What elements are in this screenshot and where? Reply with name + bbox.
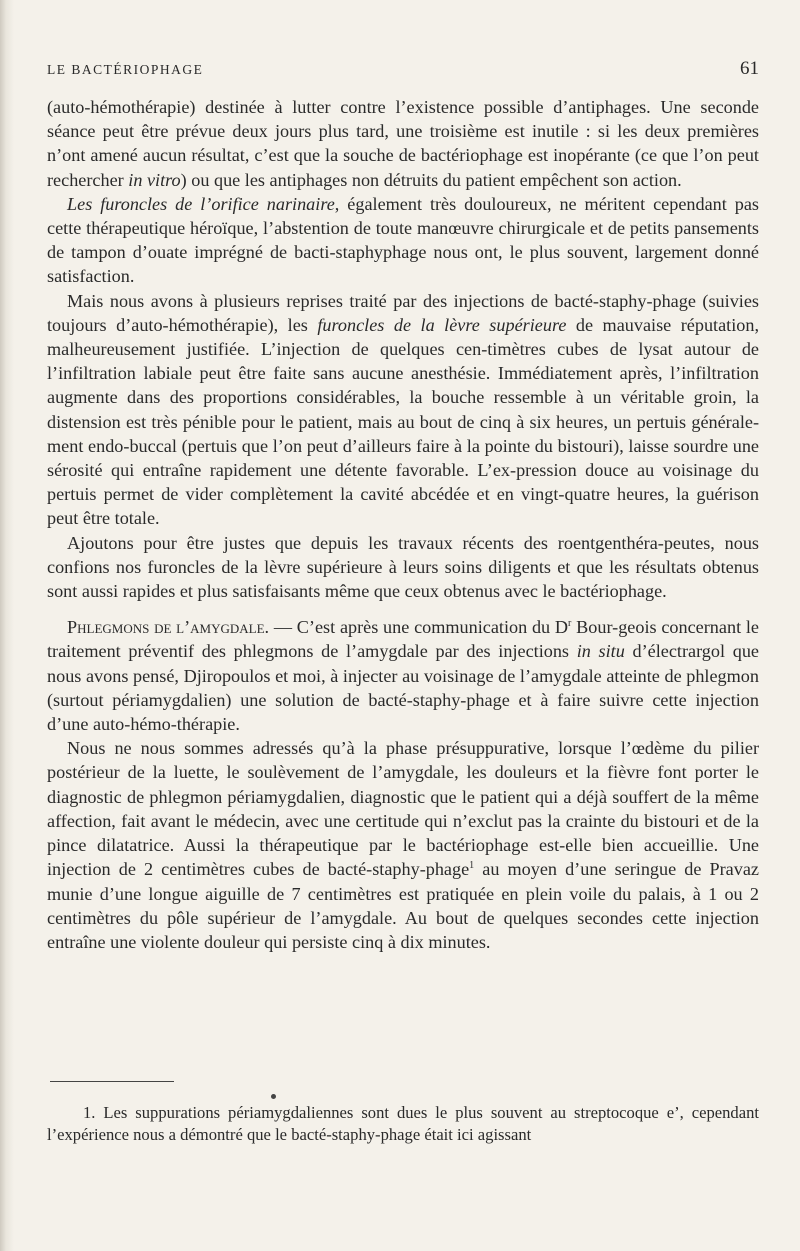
paragraph-6-start: Nous ne nous sommes adressés qu’à la phase présuppurative, lorsque l’œdème du pilier postérieur de la luette, le soulèvement de l’amygdale, les douleurs et la fièvre font porter le diagnostic de phlegmon périamygdalien, diagnostic que le patient qui a déjà souffert de la même affection, fait avant le médecin, avec une certitude qui n’exclut pas la crainte du bistouri et de la pince dilatatrice. Aussi la thérapeutique par le bactériophage est-elle bien accueillie. Une injection de 2 centimètres cubes de bacté-staphy-phage bbox=[47, 738, 759, 880]
paragraph-1-end: ) ou que les antiphages non détruits du patient empêchent son action. bbox=[180, 169, 682, 190]
paragraph-5-mid: Bour-geois concernant le traitement préventif des phlegmons de l’amygdale par des injections bbox=[47, 617, 759, 662]
paragraph-4 bbox=[47, 531, 759, 604]
paragraph-5-italic: in situ bbox=[576, 641, 625, 662]
page-header bbox=[47, 58, 759, 86]
paragraph-6 bbox=[47, 736, 759, 954]
running-head: LE BACTÉRIOPHAGE bbox=[47, 62, 204, 77]
footnote bbox=[47, 1102, 759, 1146]
paragraph-5-sup: r bbox=[568, 618, 572, 630]
footnote-ref-1: 1 bbox=[469, 860, 475, 872]
paragraph-5-end: d’électrargol que nous avons pensé, Djiropoulos et moi, à injecter au voisinage de l’amygdale atteinte de phlegmon (surtout périamygdalien) une solution de bacté-staphy-phage et à faire suivre cette injection d’une auto-hémo-thérapie. bbox=[47, 641, 759, 735]
paragraph-5 bbox=[47, 615, 759, 736]
paragraph-1-italic: in vitro bbox=[128, 169, 181, 190]
paragraph-6-end: au moyen d’une seringue de Pravaz munie d’une longue aiguille de 7 centimètres est pratiquée en plein voile du palais, à 1 ou 2 centimètres du pôle supérieur de l’amygdale. Au bout de quelques secondes cette injection entraîne une violente douleur qui persiste cinq à dix minutes. bbox=[47, 859, 759, 952]
paragraph-2-text: , également très douloureux, ne méritent cependant pas cette thérapeutique héroïque, l’abstention de toute manœuvre chirurgicale et de petits pansements de tampon d’ouate imprégné de bacti-staphyphage nous ont, le plus souvent, largement donné satisfaction. bbox=[47, 193, 759, 287]
paragraph-3-start: Mais nous avons à plusieurs reprises traité par des injections de bacté-staphy-phage (suivies toujours d’auto-hémothérapie), les bbox=[47, 290, 759, 335]
paragraph-2 bbox=[47, 192, 759, 289]
body-text bbox=[47, 95, 759, 954]
paragraph-4-text: Ajoutons pour être justes que depuis les travaux récents des roentgenthéra-peutes, nous confions nos furoncles de la lèvre supérieure à leurs soins diligents et que les résultats obtenus sont aussi rapides et plus satisfaisants même que ceux obtenus avec le bactériophage. bbox=[47, 532, 759, 602]
footnote-1: 1. Les suppurations périamygdaliennes sont dues le plus souvent au streptocoque e’, cependant l’expérience nous a démontré que le bacté-staphy-phage était ici agissant bbox=[47, 1103, 759, 1144]
paragraph-1 bbox=[47, 95, 759, 192]
paragraph-5-start: — C’est après une communication du D bbox=[269, 617, 569, 638]
footnote-rule bbox=[50, 1081, 174, 1082]
ink-dot bbox=[271, 1094, 276, 1099]
paragraph-3-end: de mauvaise réputation, malheureusement justifiée. L’injection de quelques cen-timètres cubes de lysat autour de l’infiltration labiale peut être faite sans aucune anesthésie. Immédiatement après, l’infiltration augmente dans des proportions considérables, la bouche ressemble à un véritable groin, la distension est très pénible pour le patient, mais au bout de cinq à six heures, un pertuis générale-ment endo-buccal (pertuis que l’on peut d’ailleurs faire à la pointe du bistouri), laisse sourdre une sérosité qui entraîne rapidement une détente favorable. L’ex-pression douce au voisinage du pertuis permet de vider complètement la cavité abcédée et en vingt-quatre heures, la guérison peut être totale. bbox=[47, 314, 760, 529]
paragraph-1-text: (auto-hémothérapie) destinée à lutter contre l’existence possible d’antiphages. Une seconde séance peut être prévue deux jours plus tard, une troisième est inutile : si les deux premières n’ont amené aucun résultat, c’est que la souche de bactériophage est inopérante (ce que l’on peut rechercher bbox=[47, 97, 759, 190]
page-number: 61 bbox=[740, 58, 759, 79]
paragraph-2-italic: Les furoncles de l’orifice narinaire bbox=[67, 193, 335, 214]
section-title-phlegmons: Phlegmons de l’amygdale. bbox=[67, 617, 270, 638]
paragraph-3 bbox=[47, 289, 759, 531]
paragraph-3-italic: furoncles de la lèvre supérieure bbox=[317, 314, 567, 335]
